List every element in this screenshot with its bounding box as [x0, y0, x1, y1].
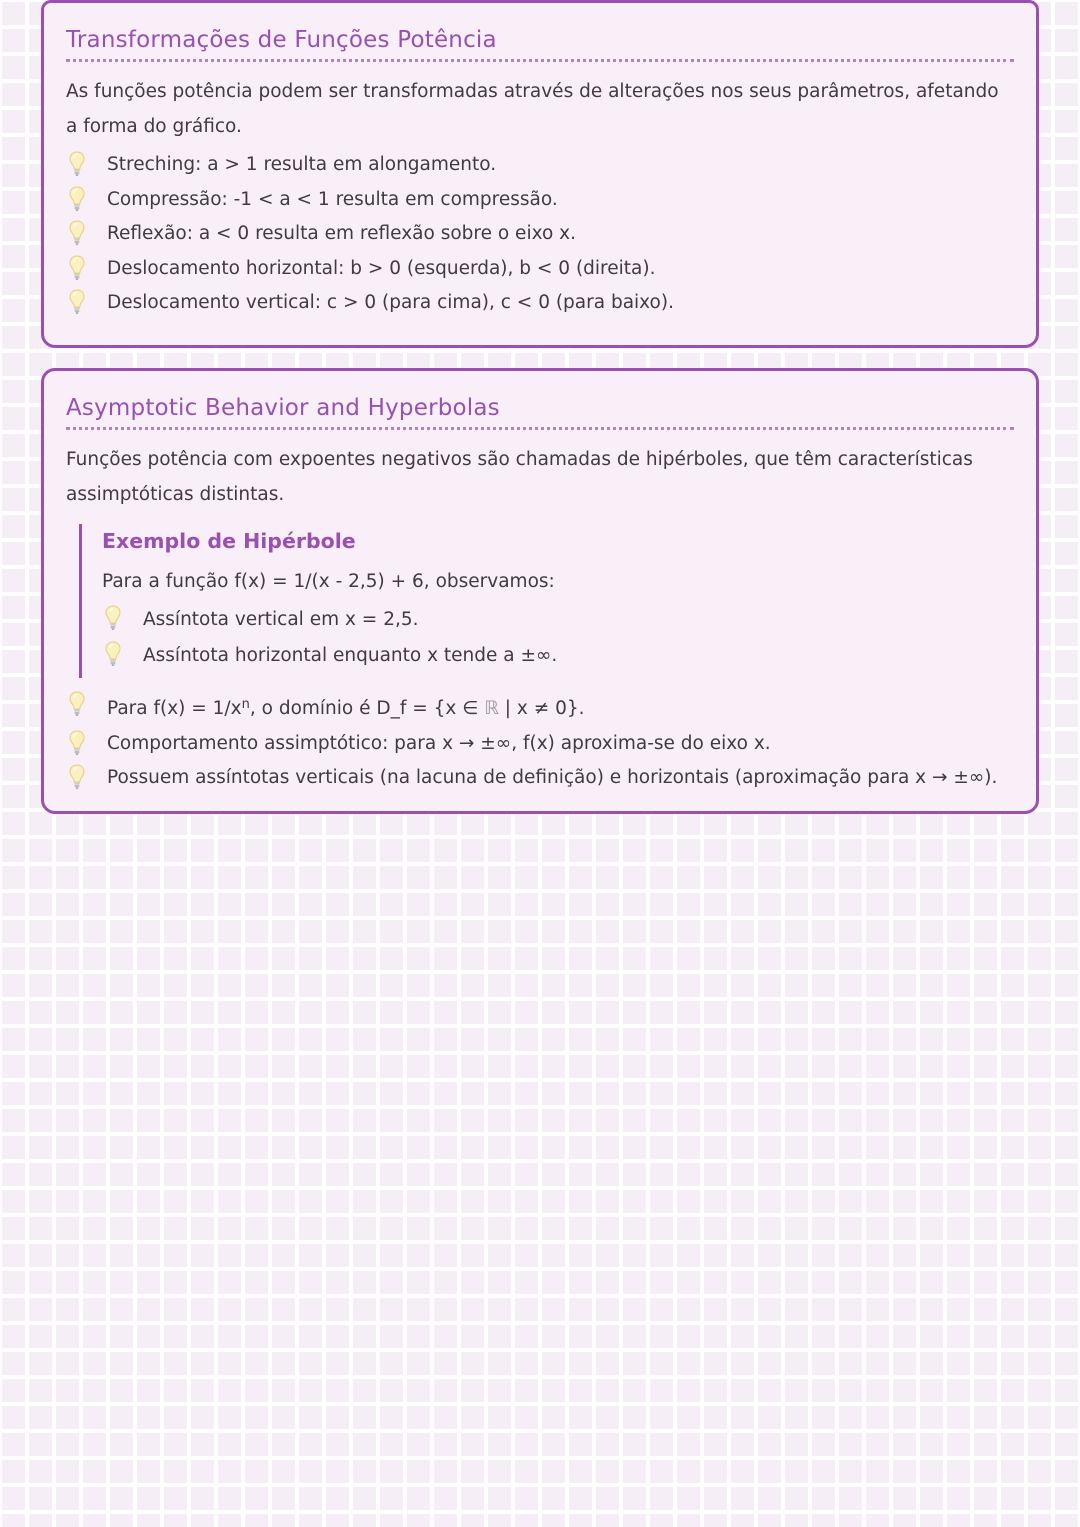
real-numbers-symbol: ℝ [484, 698, 499, 719]
list-item-text: Possuem assíntotas verticais (na lacuna de definição) e horizontais (aproximação para x → ±∞). [107, 767, 998, 788]
list-item [66, 148, 1014, 183]
transformations-list [66, 148, 1014, 321]
list-item [102, 638, 1014, 674]
list-item [66, 252, 1014, 287]
section-title: Transformações de Funções Potência [66, 27, 497, 53]
list-item [66, 286, 1014, 321]
domain-text-prefix: Para f(x) = 1/x [107, 698, 242, 719]
asymptotic-list [66, 688, 1014, 796]
list-item-text: Reflexão: a < 0 resulta em reflexão sobre o eixo x. [107, 223, 576, 244]
list-item [66, 217, 1014, 252]
list-item [102, 602, 1014, 638]
example-title: Exemplo de Hipérbole [102, 529, 356, 553]
list-item [66, 688, 1014, 727]
list-item-text: Deslocamento vertical: c > 0 (para cima), c < 0 (para baixo). [107, 292, 674, 313]
domain-text-suffix: | x ≠ 0}. [498, 698, 585, 719]
title-divider [66, 427, 1014, 430]
asymptotic-card [41, 368, 1039, 814]
lightbulb-icon [69, 186, 85, 212]
lightbulb-icon [69, 220, 85, 246]
list-item-text: Compressão: -1 < a < 1 resulta em compressão. [107, 188, 558, 210]
lightbulb-icon [69, 730, 85, 756]
section-intro: Funções potência com expoentes negativos são chamadas de hipérboles, que têm características assimptóticas distintas. [66, 449, 973, 505]
list-item [66, 183, 1014, 218]
example-text: Para a função f(x) = 1/(x - 2,5) + 6, observamos: [102, 571, 555, 592]
transformations-card [41, 0, 1039, 348]
list-item-text: Assíntota horizontal enquanto x tende a ±∞. [143, 645, 558, 666]
list-item-text: Deslocamento horizontal: b > 0 (esquerda), b < 0 (direita). [107, 257, 656, 279]
title-divider [66, 59, 1014, 62]
lightbulb-icon [69, 691, 85, 717]
list-item-text: Assíntota vertical em x = 2,5. [143, 609, 419, 630]
exponent: n [241, 697, 250, 712]
example-list [102, 602, 1014, 674]
lightbulb-icon [69, 764, 85, 790]
lightbulb-icon [69, 255, 85, 281]
lightbulb-icon [105, 641, 121, 667]
list-item-text: Streching: a > 1 resulta em alongamento. [107, 154, 497, 175]
list-item [66, 727, 1014, 762]
list-item [66, 761, 1014, 796]
lightbulb-icon [69, 289, 85, 315]
section-title: Asymptotic Behavior and Hyperbolas [66, 395, 500, 421]
example-block [79, 524, 1014, 678]
lightbulb-icon [105, 605, 121, 631]
domain-text-middle: , o domínio é D_f = {x ∈ [249, 698, 485, 719]
lightbulb-icon [69, 151, 85, 177]
section-intro: As funções potência podem ser transformadas através de alterações nos seus parâmetros, afetando a forma do gráfico. [66, 81, 999, 137]
list-item-text: Comportamento assimptótico: para x → ±∞, f(x) aproxima-se do eixo x. [107, 732, 771, 754]
